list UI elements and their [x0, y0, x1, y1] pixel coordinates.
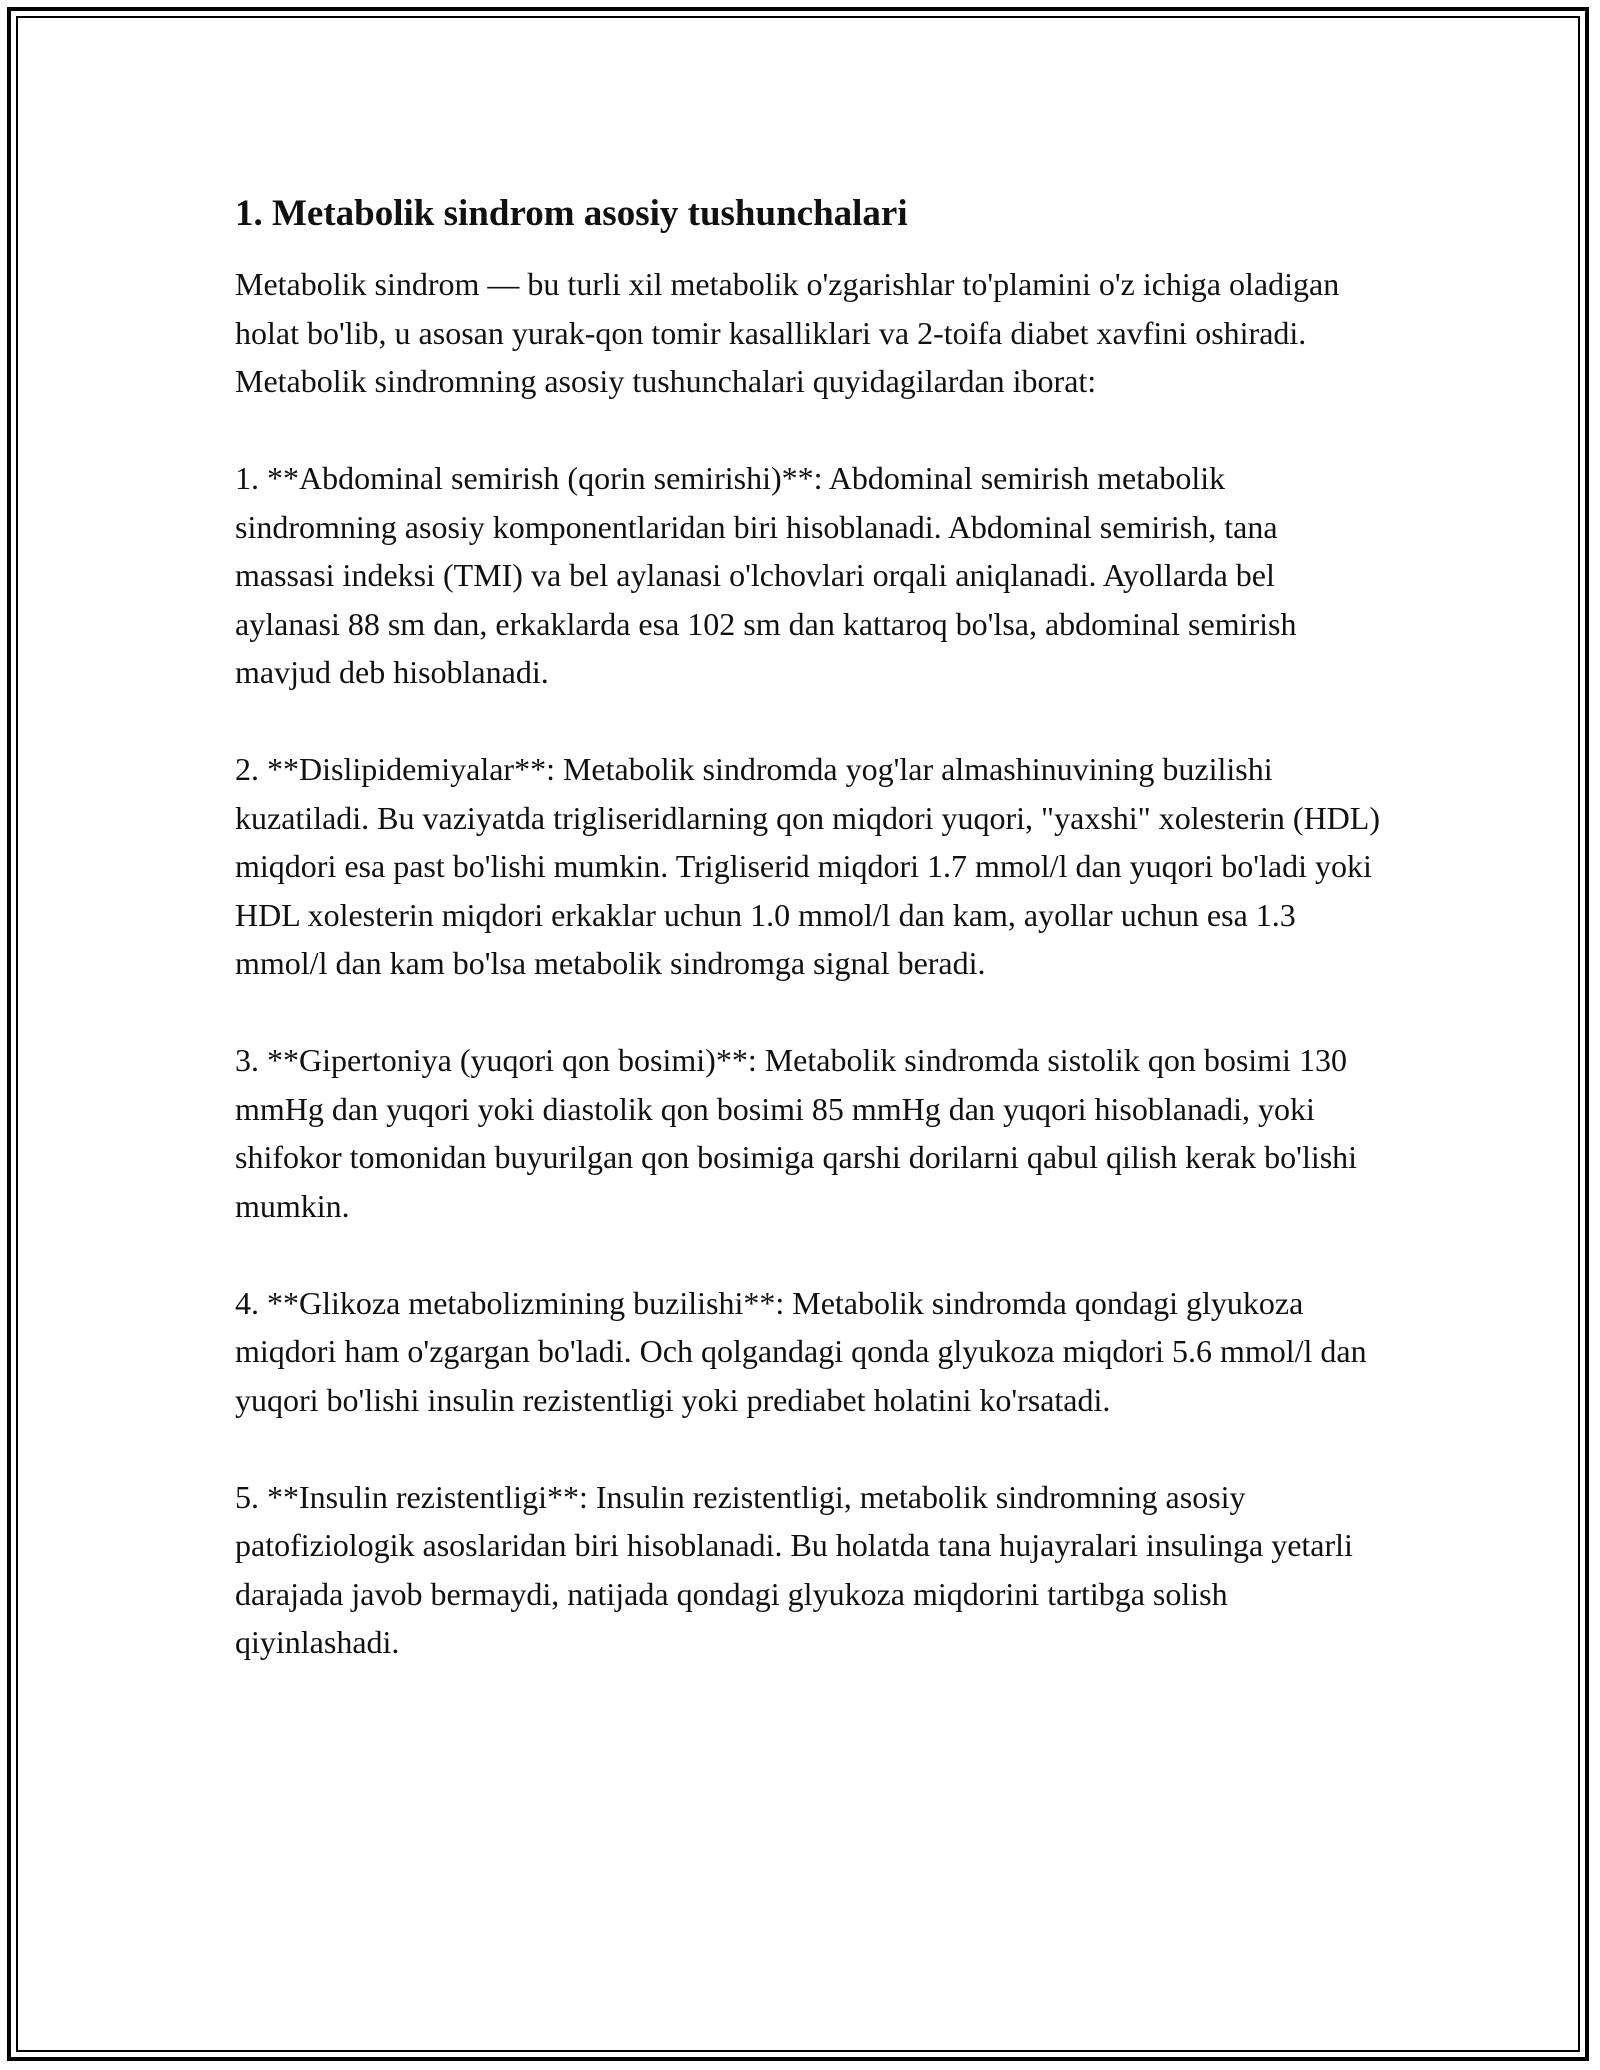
list-item-hypertension: 3. **Gipertoniya (yuqori qon bosimi)**: Metabolik sindromda sistolik qon bosimi 130 mmHg dan yuqori yoki diastolik qon bosimi 85 mmHg dan yuqori hisoblanadi, yoki shifokor tomonidan buyurilgan qon bosimiga qarshi dorilarni qabul qilish kerak bo'lishi mumkin. — [235, 1042, 1358, 1224]
page-title: 1. Metabolik sindrom asosiy tushunchalari — [235, 193, 908, 234]
list-item-abdominal-obesity: 1. **Abdominal semirish (qorin semirishi)**: Abdominal semirish metabolik sindromning asosiy komponentlaridan biri hisoblanadi. Abdominal semirish, tana massasi indeksi (TMI) va bel aylanasi o'lchovlari orqali aniqlanadi. Ayollarda bel aylanasi 88 sm dan, erkaklarda esa 102 sm dan kattaroq bo'lsa, abdominal semirish mavjud deb hisoblanadi. — [235, 460, 1297, 690]
document-body — [235, 188, 1385, 1715]
intro-paragraph: Metabolik sindrom — bu turli xil metabolik o'zgarishlar to'plamini o'z ichiga oladigan holat bo'lib, u asosan yurak-qon tomir kasalliklari va 2-toifa diabet xavfini oshiradi. Metabolik sindromning asosiy tushunchalari quyidagilardan iborat: — [235, 266, 1340, 399]
list-item-dyslipidemia: 2. **Dislipidemiyalar**: Metabolik sindromda yog'lar almashinuvining buzilishi kuzatiladi. Bu vaziyatda trigliseridlarning qon miqdori yuqori, "yaxshi" xolesterin (HDL) miqdori esa past bo'lishi mumkin. Trigliserid miqdori 1.7 mmol/l dan yuqori bo'ladi yoki HDL xolesterin miqdori erkaklar uchun 1.0 mmol/l dan kam, ayollar uchun esa 1.3 mmol/l dan kam bo'lsa metabolik sindromga signal beradi. — [235, 751, 1380, 981]
list-item-insulin-resistance: 5. **Insulin rezistentligi**: Insulin rezistentligi, metabolik sindromning asosiy patofiziologik asoslaridan biri hisoblanadi. Bu holatda tana hujayralari insulinga yetarli darajada javob bermaydi, natijada qondagi glyukoza miqdorini tartibga solish qiyinlashadi. — [235, 1478, 1353, 1660]
list-item-glucose-metabolism: 4. **Glikoza metabolizmining buzilishi**: Metabolik sindromda qondagi glyukoza miqdori ham o'zgargan bo'ladi. Och qolgandagi qonda glyukoza miqdori 5.6 mmol/l dan yuqori bo'lishi insulin rezistentligi yoki prediabet holatini ko'rsatadi. — [235, 1284, 1367, 1418]
